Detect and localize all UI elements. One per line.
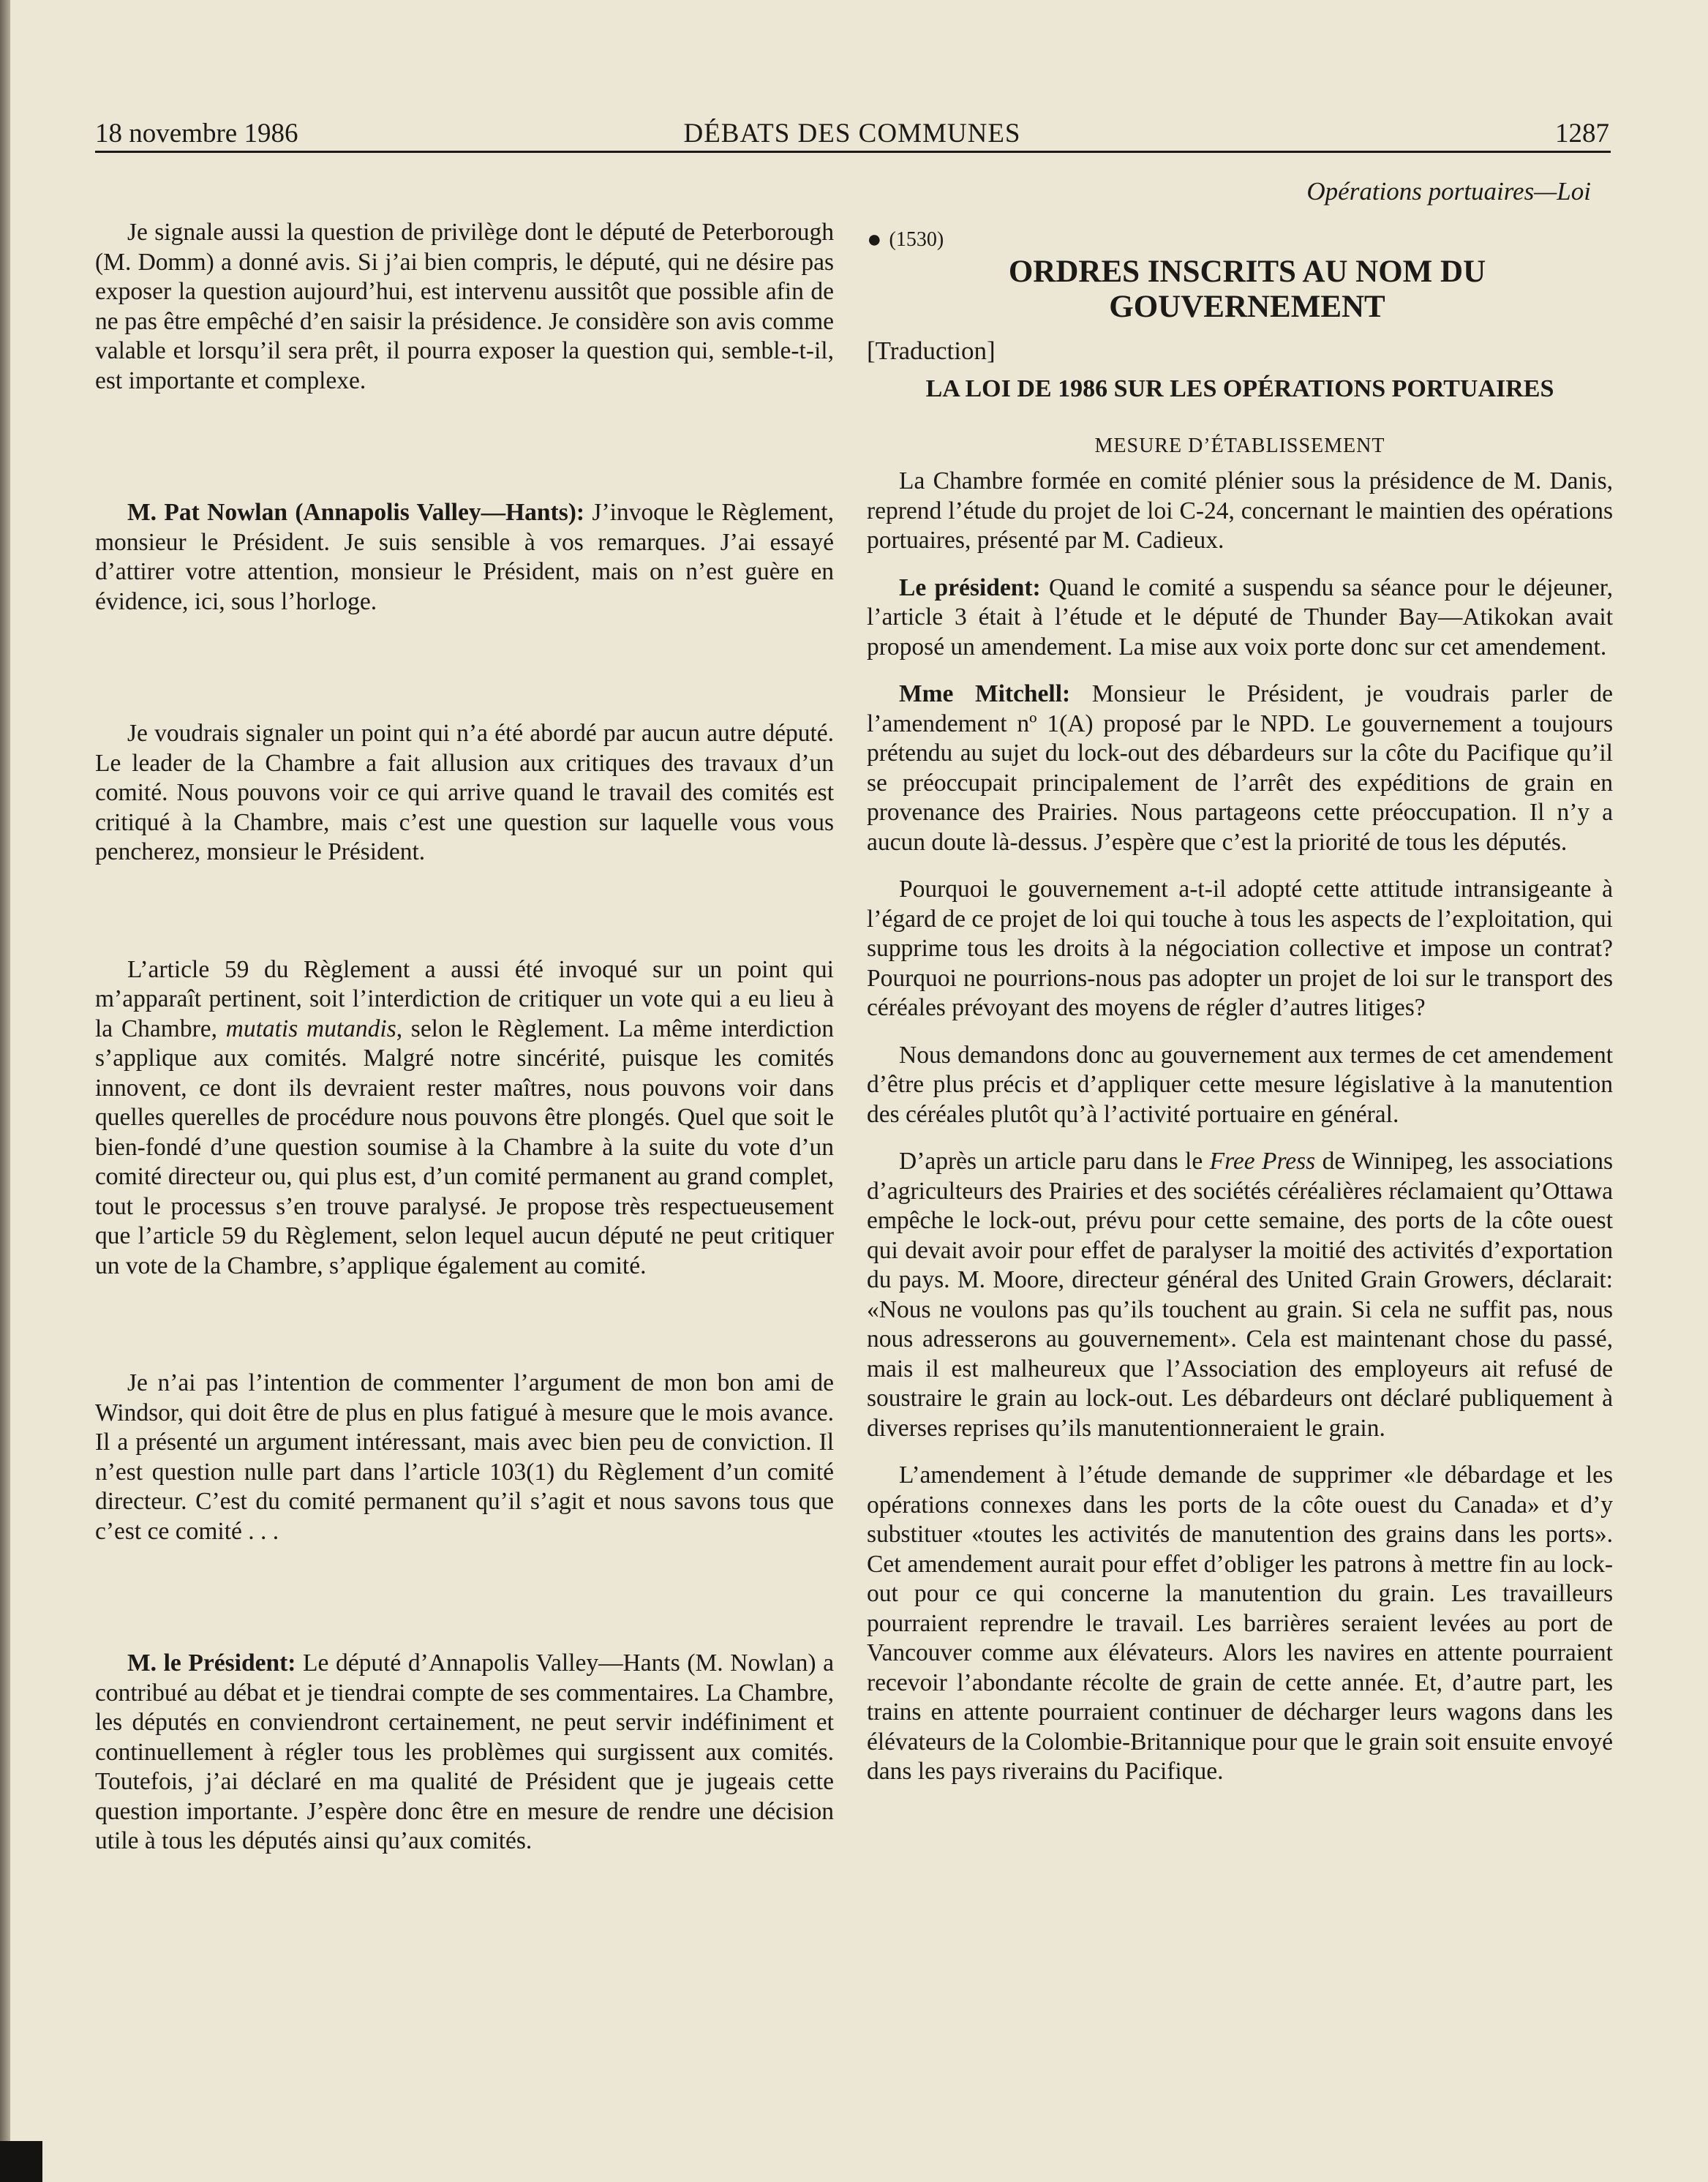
page-binding-shadow: [0, 0, 10, 2182]
speaker-le-president: Le président:: [899, 573, 1041, 601]
paragraph-mitchell: [867, 680, 1613, 857]
paragraph-free-press-b: de Winnipeg, les associations d’agriculteurs des Prairies et des sociétés céréalières réclamaient qu’Ottawa empêche le lock-out, prévu pour cette semaine, des ports de la côte ouest qui devait avoir pour effet de paralyser la moitié des activités d’exportation du pays. M. Moore, directeur général des United Grain Growers, déclarait: «Nous ne voulons pas qu’ils touchent au grain. Si cela ne suffit pas, nous nous adresserons au gouvernement». Cela est maintenant chose du passé, mais il est malheureux que l’Association des employeurs ait refusé de soustraire le grain au lock-out. Les débardeurs ont déclaré publiquement à diverses reprises qu’ils manutentionneraient le grain.: [867, 1148, 1613, 1442]
newspaper-name: Free Press: [1209, 1148, 1316, 1175]
loi-title: LA LOI DE 1986 SUR LES OPÉRATIONS PORTUAIRES: [925, 375, 1554, 402]
paragraph-amendement: L’amendement à l’étude demande de supprimer «le débardage et les opérations connexes dans les ports de la côte ouest du Canada» et d’y substituer «toutes les activités de manutention des grains dans les ports». Cet amendement aurait pour effet d’obliger les patrons à mettre fin au lock-out pour ce qui concerne la manutention du grain. Les travailleurs pourraient reprendre le travail. Les barrières seraient levées au port de Vancouver comme aux élévateurs. Alors les navires en attente pourraient recevoir l’abondante récolte de grain de cette année. Et, d’autre part, les trains en attente pourraient continuer de décharger leurs wagons dans les élévateurs de la Colombie-Britannique pour que le grain soit ensuite envoyé dans les pays riverains du Pacifique.: [867, 1461, 1613, 1785]
paragraph-privilege: Je signale aussi la question de privilège dont le député de Peterborough (M. Domm) a donné avis. Si j’ai bien compris, le député, qui ne désire pas exposer la question aujourd’hui, est intervenu aussitôt que possible afin de ne pas être empêché d’en saisir la présidence. Je considère son avis comme valable et lorsqu’il sera prêt, il pourra exposer la question qui, semble-t-il, est importante et complexe.: [95, 219, 834, 394]
page-header: [95, 117, 1609, 151]
paragraph-nowlan: [95, 498, 834, 617]
bullet-icon: ●: [867, 226, 882, 253]
paragraph-comite: La Chambre formée en comité plénier sous la présidence de M. Danis, reprend l’étude du projet de loi C-24, concernant le maintien des opérations portuaires, présenté par M. Cadieux.: [867, 467, 1613, 554]
paragraph-nowlan-text: J’invoque le Règlement, monsieur le Président. Je suis sensible à vos remarques. J’ai essayé d’attirer votre attention, monsieur le Président, mais on n’est guère en évidence, ici, sous l’horloge.: [95, 499, 834, 615]
paragraph-article-59-a: L’article 59 du Règlement a aussi été invoqué sur un point qui m’apparaît pertinent, soit l’interdiction de critiquer un vote qui a eu lieu à la Chambre,: [95, 955, 834, 1042]
ordres-title: ORDRES INSCRITS AU NOM DU GOUVERNEMENT: [1008, 255, 1486, 324]
paragraph-le-president-text: Quand le comité a suspendu sa séance pour le déjeuner, l’article 3 était à l’étude et le député de Thunder Bay—Atikokan avait proposé un amendement. La mise aux voix porte donc sur cet amendement.: [867, 573, 1613, 661]
time-stamp: (1530): [889, 228, 944, 251]
speaker-president: M. le Président:: [127, 1649, 296, 1677]
paragraph-windsor: Je n’ai pas l’intention de commenter l’argument de mon bon ami de Windsor, qui doit être de plus en plus fatigué à mesure que le mois avance. Il a présenté un argument intéressant, mais avec bien peu de conviction. Il n’est question nulle part dans l’article 103(1) du Règlement d’un comité directeur. C’est du comité permanent qu’il s’agit et nous savons tous que c’est ce comité . . .: [95, 1369, 834, 1545]
paragraph-article-59: [95, 955, 834, 1282]
paragraph-mitchell-text: Monsieur le Président, je voudrais parler de l’amendement nº 1(A) proposé par le NPD. Le gouvernement a toujours prétendu au sujet du lock-out des débardeurs sur la côte du Pacifique qu’il se préoccupait principalement de l’arrêt des expéditions de grain en provenance des Prairies. Nous partageons cette préoccupation. Il n’y a aucun doute là-dessus. J’espère que c’est la priorité de tous les députés.: [867, 680, 1614, 856]
speaker-mitchell: Mme Mitchell:: [899, 680, 1071, 707]
header-rule: [95, 151, 1611, 153]
paragraph-pourquoi: Pourquoi le gouvernement a-t-il adopté cette attitude intransigeante à l’égard de ce projet de loi qui touche à tous les aspects de l’exploitation, qui supprime tous les droits à la négociation collective et impose un contrat? Pourquoi ne pourrions-nous pas adopter un projet de loi sur le transport des céréales prévoyant des moyens de régler d’autres litiges?: [867, 876, 1613, 1021]
traduction-label: [Traduction]: [867, 336, 996, 365]
left-column: [95, 176, 834, 1856]
speaker-nowlan: M. Pat Nowlan (Annapolis Valley—Hants):: [127, 499, 585, 526]
paragraph-le-president: [867, 573, 1613, 663]
time-marker: [867, 227, 1613, 253]
mesure-heading: MESURE D’ÉTABLISSEMENT: [1094, 434, 1385, 457]
running-head: Opérations portuaires—Loi: [1306, 177, 1591, 206]
paragraph-president: [95, 1649, 834, 1856]
header-title: DÉBATS DES COMMUNES: [683, 118, 1021, 148]
paragraph-free-press: [867, 1147, 1613, 1443]
header-page-number: 1287: [1555, 118, 1609, 148]
paragraph-free-press-a: D’après un article paru dans le: [899, 1148, 1210, 1175]
paragraph-demandons: Nous demandons donc au gouvernement aux termes de cet amendement d’être plus précis et d’appliquer cette mesure législative à la manutention des céréales plutôt qu’à l’activité portuaire en général.: [867, 1041, 1613, 1128]
right-column: [867, 176, 1613, 1787]
paragraph-critiques: Je voudrais signaler un point qui n’a été abordé par aucun autre député. Le leader de la Chambre a fait allusion aux critiques des travaux d’un comité. Nous pouvons voir ce qui arrive quand le travail des comités est critiqué à la Chambre, mais c’est une question sur laquelle vous vous pencherez, monsieur le Président.: [95, 720, 834, 865]
header-date: 18 novembre 1986: [95, 118, 298, 148]
latin-phrase: mutatis mutandis: [225, 1015, 396, 1042]
page-corner-shadow: [0, 2141, 42, 2182]
paragraph-article-59-b: , selon le Règlement. La même interdiction s’applique aux comités. Malgré notre sincérité, puisque les comités innovent, ce dont ils devraient rester maîtres, nous pouvons voir dans quelles querelles de procédure nous pouvons être plongés. Quel que soit le bien-fondé d’une question soumise à la Chambre à la suite du vote d’un comité directeur ou, qui plus est, d’un comité permanent au grand complet, tout le processus s’en trouve paralysé. Je propose très respectueusement que l’article 59 du Règlement, selon lequel aucun député ne peut critiquer un vote de la Chambre, s’applique également au comité.: [95, 1015, 834, 1279]
paragraph-president-text: Le député d’Annapolis Valley—Hants (M. Nowlan) a contribué au débat et je tiendrai compte de ses commentaires. La Chambre, les députés en conviendront certainement, ne peut servir indéfiniment et continuellement à régler tous les problèmes qui surgissent aux comités. Toutefois, j’ai déclaré en ma qualité de Président que je jugeais cette question importante. J’espère donc être en mesure de rendre une décision utile à tous les députés ainsi qu’aux comités.: [95, 1649, 834, 1854]
